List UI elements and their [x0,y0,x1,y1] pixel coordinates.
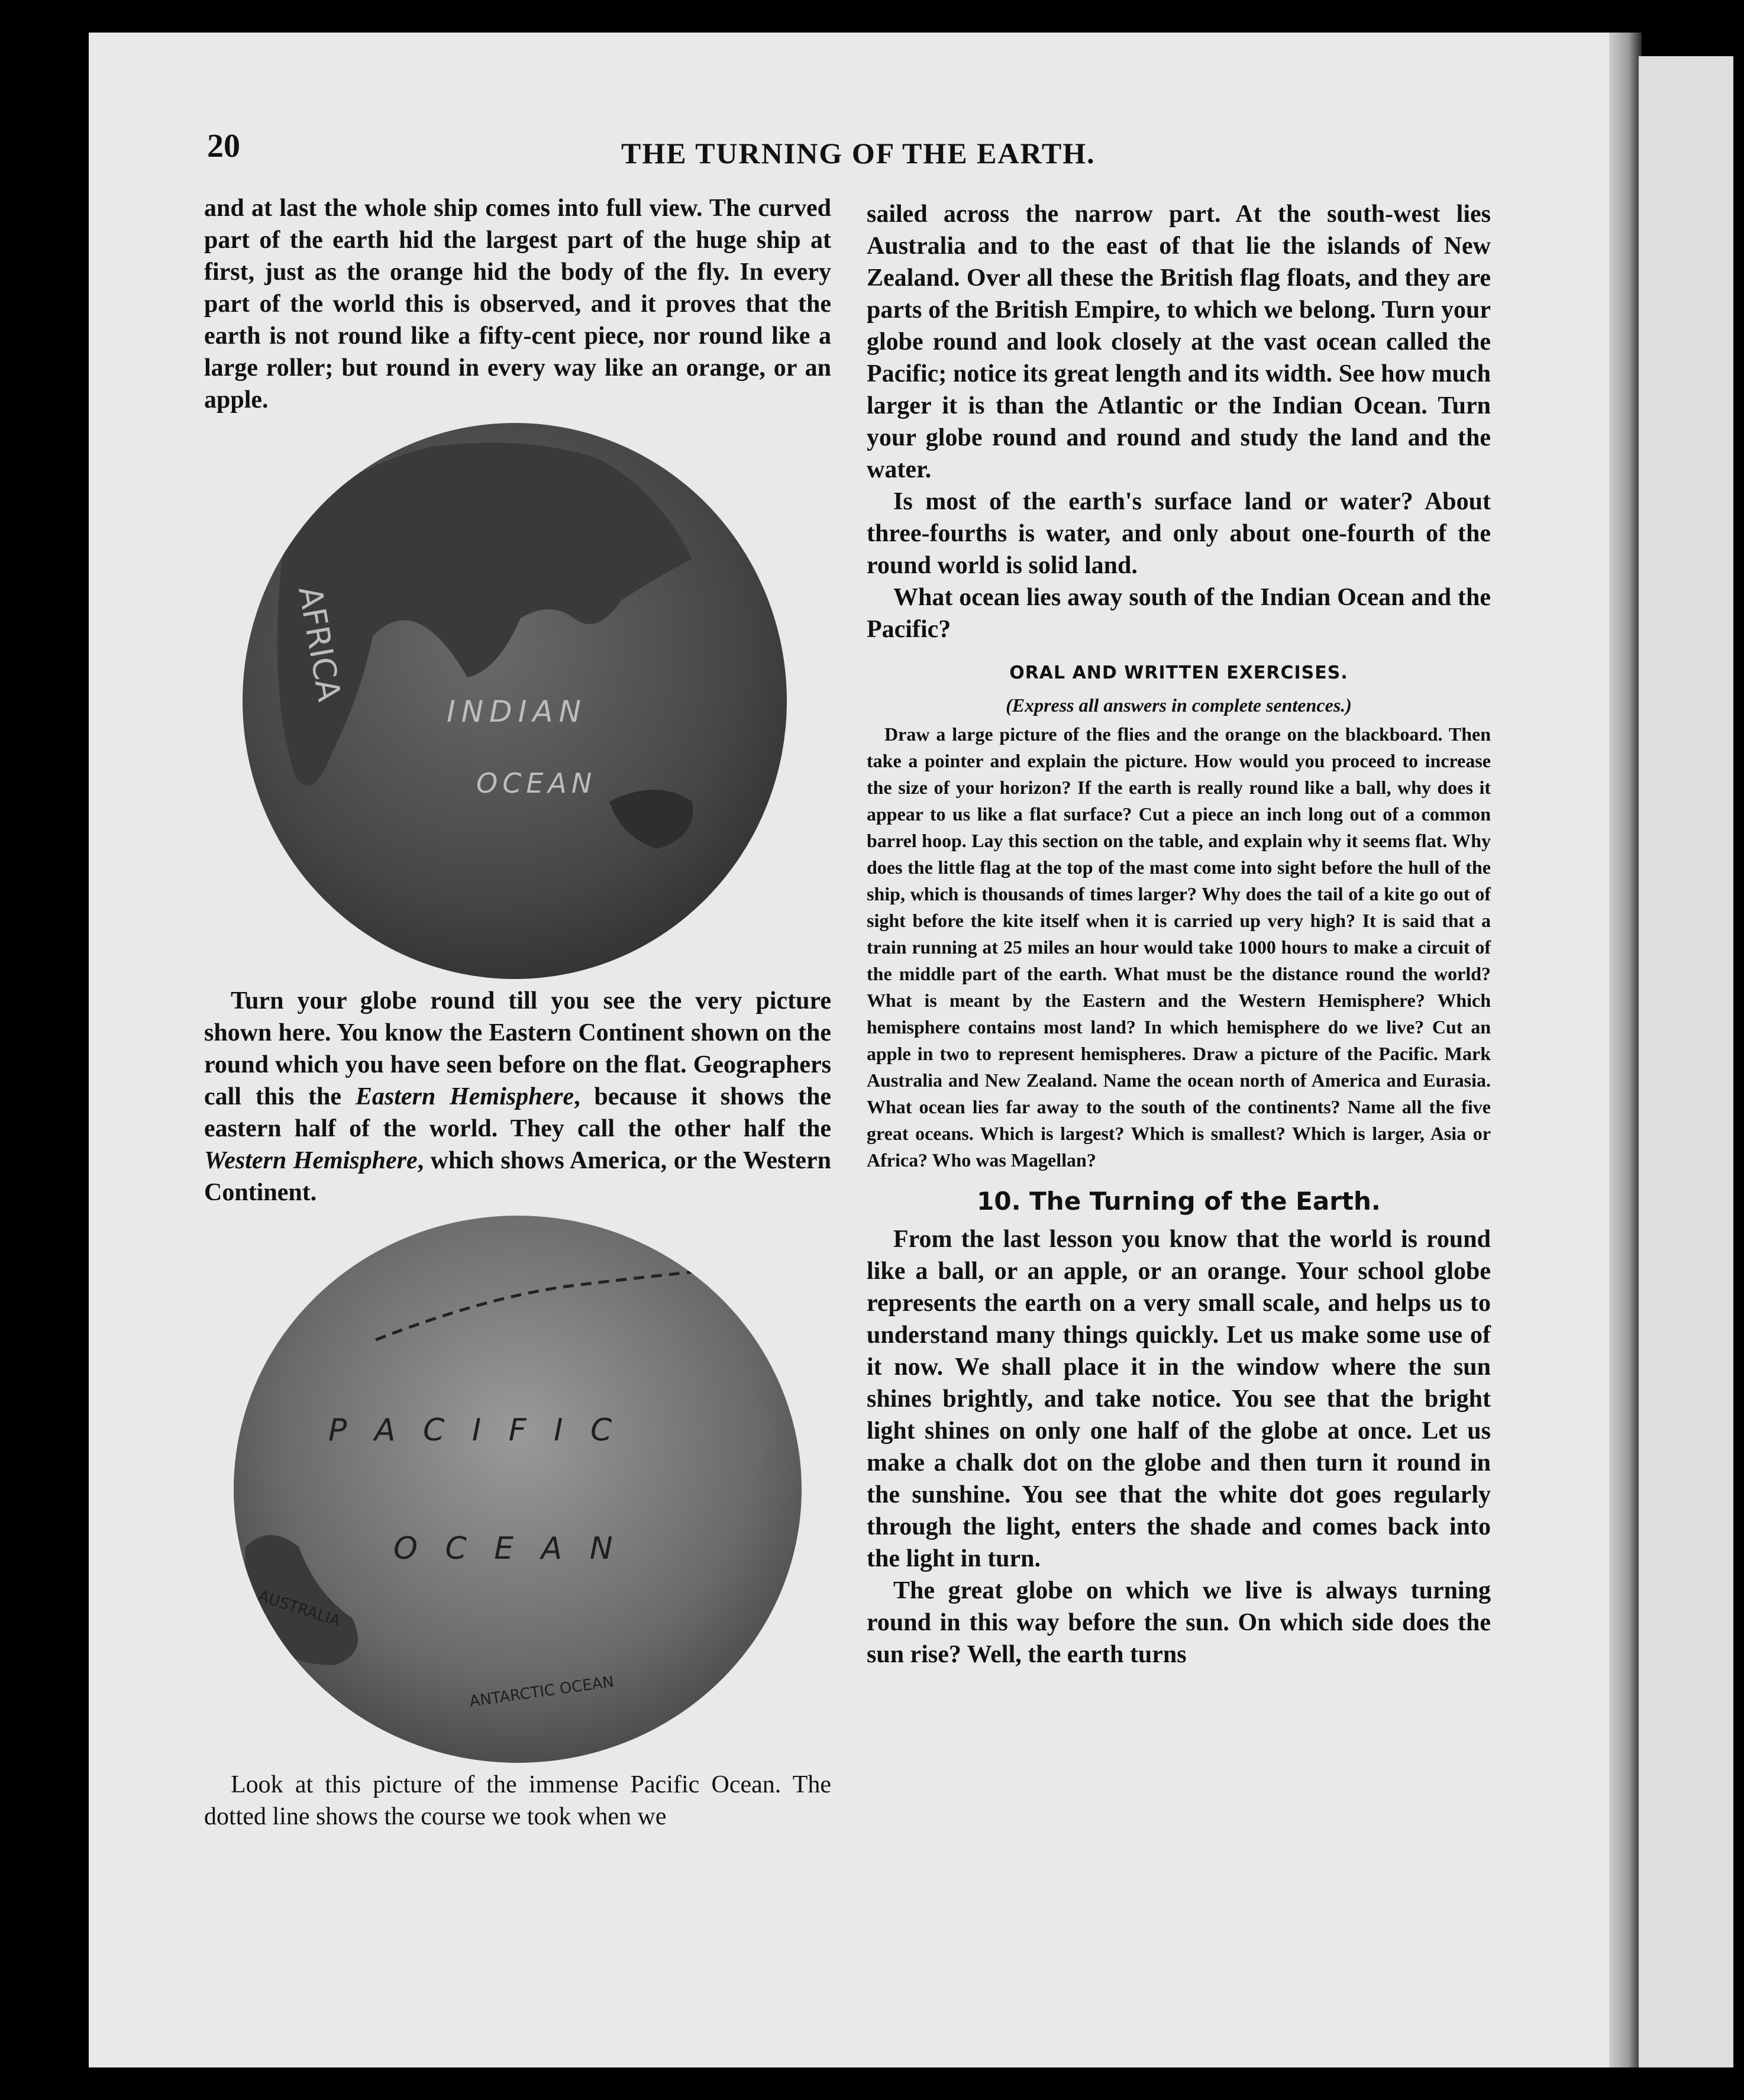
right-column [867,198,1491,1671]
exercises-heading: ORAL AND WRITTEN EXERCISES. [1009,663,1348,683]
right-paragraph-4: From the last lesson you know that the world is round like a ball, or an apple, or an orange. Your school globe represents the earth on a very small scale, and helps us to understand many things quickly. Let us make some use of it now. We shall place it in the window where the sun shines brightly, and take notice. You see that the bright light shines on only one half of the globe at once. Let us make a chalk dot on the globe and then turn it round in the sunshine. You see that the white dot goes regularly through the light, enters the shade and comes back into the light in turn. [867,1226,1491,1572]
eastern-hemisphere-map [243,423,787,979]
eastern-hemisphere-globe [243,423,787,979]
globe1-label-indian: INDIAN [447,694,587,729]
page-gutter [1609,33,1642,2067]
left-paragraph-1: and at last the whole ship comes into full view. The curved part of the earth hid the largest part of the huge ship at first, just as the orange hid the body of the fly. In every part of the world this is observed, and it proves that the earth is not round like a fifty-cent piece, nor round like a large roller; but round in every way like an orange, or an apple. [204,195,831,413]
section-heading: 10. The Turning of the Earth. [977,1187,1381,1216]
australia-landmass [609,790,693,849]
globe1-label-africa: AFRICA [291,583,348,705]
left-paragraph-3: Look at this picture of the immense Pacific Ocean. The dotted line shows the course we took when we [204,1771,831,1830]
exercises-note: (Express all answers in complete sentences.) [1006,694,1352,716]
globe1-label-ocean: OCEAN [476,767,597,799]
exercises-body: Draw a large picture of the flies and the orange on the blackboard. Then take a pointer and explain the picture. How would you proceed to increase the size of your horizon? If the earth is really round like a ball, why does it appear to us like a flat surface? Cut a piece an inch long out of a common barrel hoop. Lay this section on the table, and explain why it seems flat. Why does the little flag at the top of the mast come into sight before the hull of the ship, which is thousands of times larger? Why does the tail of a kite go out of sight before the kite itself when it is carried up very high? It is said that a train running at 25 miles an hour would take 1000 hours to make a circuit of the middle part of the earth. What must be the distance round the world? What is meant by the Eastern and the Western Hemisphere? Which hemisphere contains most land? In which hemisphere do we live? Cut an apple in two to represent hemispheres. Draw a picture of the Pacific. Mark Australia and New Zealand. Name the ocean north of America and Eurasia. What ocean lies far away to the south of the continents? Name all the five great oceans. Which is largest? Which is smallest? Which is larger, Asia or Africa? Who was Magellan? [867,723,1491,1171]
page-header [207,127,1509,180]
right-paragraph-5: The great globe on which we live is always turning round in this way before the sun. On which side does the sun rise? Well, the earth turns [867,1577,1491,1668]
facing-page-edge [1639,56,1733,2067]
globe2-label-ocean: O C E A N [393,1531,613,1566]
term-eastern-hemisphere: Eastern Hemisphere [355,1083,574,1110]
term-western-hemisphere: Western Hemisphere [204,1147,418,1174]
route-dotted-line [376,1272,695,1340]
globe2-label-australia: AUSTRALIA [256,1587,343,1631]
pacific-ocean-map [234,1216,802,1763]
globe2-label-antarctic: ANTARCTIC OCEAN [468,1672,615,1711]
right-paragraph-3: What ocean lies away south of the Indian Ocean and the Pacific? [867,584,1491,643]
left-paragraph-2: Turn your globe round till you see the very picture shown here. You know the Eastern Continent shown on the round which you have seen before on the flat. Geographers call this the Eastern Hemisphere, because it shows the eastern half of the world. They call the other half the Western Hemisphere, which shows America, or the Western Continent. [204,987,831,1206]
globe2-label-pacific: P A C I F I C [328,1413,612,1448]
right-paragraph-2: Is most of the earth's surface land or water? About three-fourths is water, and only about one-fourth of the round world is solid land. [867,488,1491,579]
page-number: 20 [207,128,240,164]
right-paragraph-1: sailed across the narrow part. At the south-west lies Australia and to the east of that lie the islands of New Zealand. Over all these the British flag floats, and they are parts of the British Empire, to which we belong. Turn your globe round and look closely at the vast ocean called the Pacific; notice its great length and its width. See how much larger it is than the Atlantic or the Indian Ocean. Turn your globe round and round and study the land and the water. [867,201,1491,483]
pacific-ocean-globe [234,1216,802,1763]
eastern-landmass [277,442,692,786]
running-title: THE TURNING OF THE EARTH. [621,137,1096,170]
